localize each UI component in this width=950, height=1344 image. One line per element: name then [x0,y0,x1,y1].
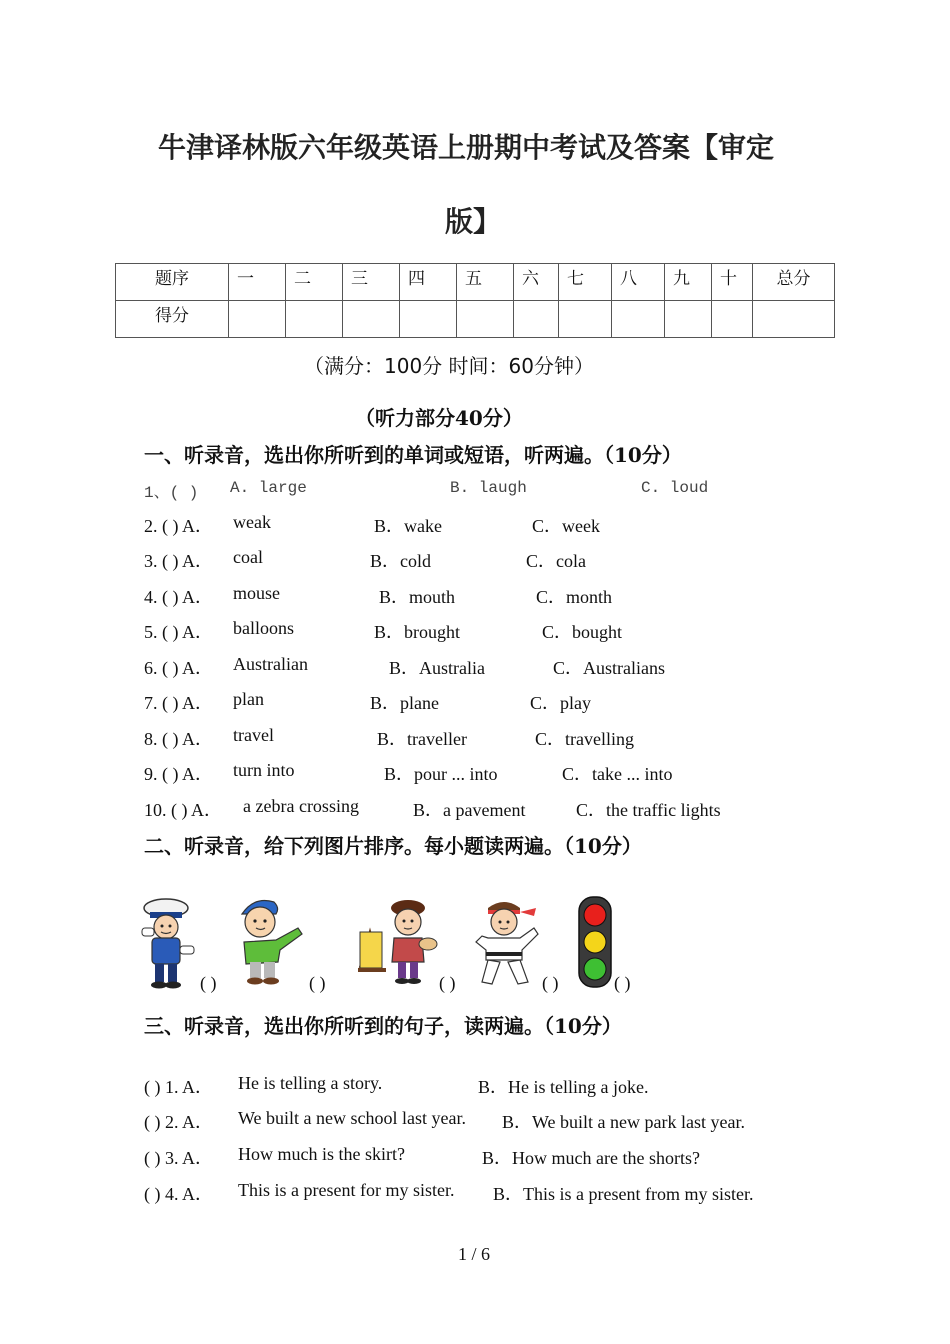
score-header-cell: 七 [559,264,612,301]
score-cell[interactable] [286,301,343,338]
question-number: 3. ( ) A． [144,551,213,571]
option-b: B．a pavement [413,800,526,820]
score-cell[interactable] [343,301,400,338]
option-b: B．Australia [389,658,485,678]
option-c: C．cola [526,551,586,571]
option-c: C．month [536,587,613,607]
question-number: 10. ( ) A． [144,800,222,820]
sentence-option-b: B．This is a present from my sister. [493,1184,754,1204]
sentence-number: ( ) 3. A． [144,1148,213,1168]
option-c: C．take ... into [562,764,673,784]
option-a: Australian [233,654,308,674]
score-header-cell: 十 [712,264,753,301]
traffic-light-picture [578,896,612,988]
sentence-option-a: This is a present for my sister. [238,1180,455,1200]
exam-info: （满分：100分 时间：60分钟） [304,354,594,378]
option-b: B．cold [370,551,431,571]
option-b: B．mouth [379,587,456,607]
listening-part-label: （听力部分40分） [355,406,523,430]
question-number: 2. ( ) A． [144,516,213,536]
score-cell[interactable] [612,301,665,338]
page-number: 1 / 6 [458,1244,491,1264]
question-1-number: 1、( ) [144,484,199,502]
score-table-score-row [116,301,835,338]
sentence-option-b: B．We built a new park last year. [502,1112,745,1132]
option-a: travel [233,725,274,745]
question-number: 8. ( ) A． [144,729,213,749]
score-cell[interactable] [457,301,514,338]
option-b: B．pour ... into [384,764,498,784]
question-number: 7. ( ) A． [144,693,213,713]
sentence-option-b: B．How much are the shorts? [482,1148,700,1168]
sentence-option-a: He is telling a story. [238,1073,383,1093]
sentence-number: ( ) 4. A． [144,1184,213,1204]
police-officer-picture [140,898,202,990]
option-a: weak [233,512,271,532]
order-blank-5[interactable]: ( ) [614,973,631,993]
option-a: plan [233,689,264,709]
order-blank-3[interactable]: ( ) [439,973,456,993]
karate-kid-picture [474,898,540,990]
option-c: C．Australians [553,658,665,678]
score-header-cell: 八 [612,264,665,301]
option-a: mouse [233,583,280,603]
page-title-line1: 牛津译林版六年级英语上册期中考试及答案【审定 [158,131,775,164]
question-1-option-a: A. large [230,479,307,497]
sentence-option-a: How much is the skirt? [238,1144,405,1164]
score-cell[interactable] [559,301,612,338]
score-cell[interactable] [753,301,835,338]
score-header-cell: 一 [229,264,286,301]
score-table-header-row [116,264,835,301]
option-a: coal [233,547,263,567]
sentence-number: ( ) 2. A． [144,1112,213,1132]
score-header-cell: 二 [286,264,343,301]
score-header-cell: 题序 [116,264,229,301]
sentence-option-a: We built a new school last year. [238,1108,466,1128]
option-c: C．the traffic lights [576,800,721,820]
question-number: 4. ( ) A． [144,587,213,607]
score-header-cell: 六 [514,264,559,301]
option-b: B．wake [374,516,442,536]
question-number: 6. ( ) A． [144,658,213,678]
question-1-option-c: C. loud [641,479,709,497]
option-b: B．traveller [377,729,467,749]
section3-heading: 三、听录音，选出你所听到的句子，读两遍。（10分） [144,1014,622,1038]
option-b: B．plane [370,693,439,713]
option-c: C．bought [542,622,623,642]
question-number: 9. ( ) A． [144,764,213,784]
painter-picture [356,898,438,988]
score-header-cell: 总分 [753,264,835,301]
score-table [115,263,835,338]
option-a: turn into [233,760,295,780]
question-1-option-b: B. laugh [450,479,527,497]
option-c: C．play [530,693,591,713]
order-blank-1[interactable]: ( ) [200,973,217,993]
order-blank-2[interactable]: ( ) [309,973,326,993]
score-row-label: 得分 [116,301,229,338]
option-c: C．week [532,516,600,536]
sentence-number: ( ) 1. A． [144,1077,213,1097]
question-number: 5. ( ) A． [144,622,213,642]
score-cell[interactable] [229,301,286,338]
score-cell[interactable] [514,301,559,338]
page-title-line2: 版】 [445,205,502,238]
section1-heading: 一、听录音，选出你所听到的单词或短语，听两遍。（10分） [144,443,682,467]
order-blank-4[interactable]: ( ) [542,973,559,993]
boy-green-shirt-picture [234,896,306,988]
sentence-option-b: B．He is telling a joke. [478,1077,649,1097]
option-a: balloons [233,618,294,638]
score-header-cell: 四 [400,264,457,301]
score-header-cell: 九 [665,264,712,301]
score-header-cell: 三 [343,264,400,301]
option-b: B．brought [374,622,461,642]
option-a: a zebra crossing [243,796,359,816]
option-c: C．travelling [535,729,634,749]
score-cell[interactable] [400,301,457,338]
score-header-cell: 五 [457,264,514,301]
section2-heading: 二、听录音，给下列图片排序。每小题读两遍。（10分） [144,834,642,858]
score-cell[interactable] [665,301,712,338]
score-cell[interactable] [712,301,753,338]
